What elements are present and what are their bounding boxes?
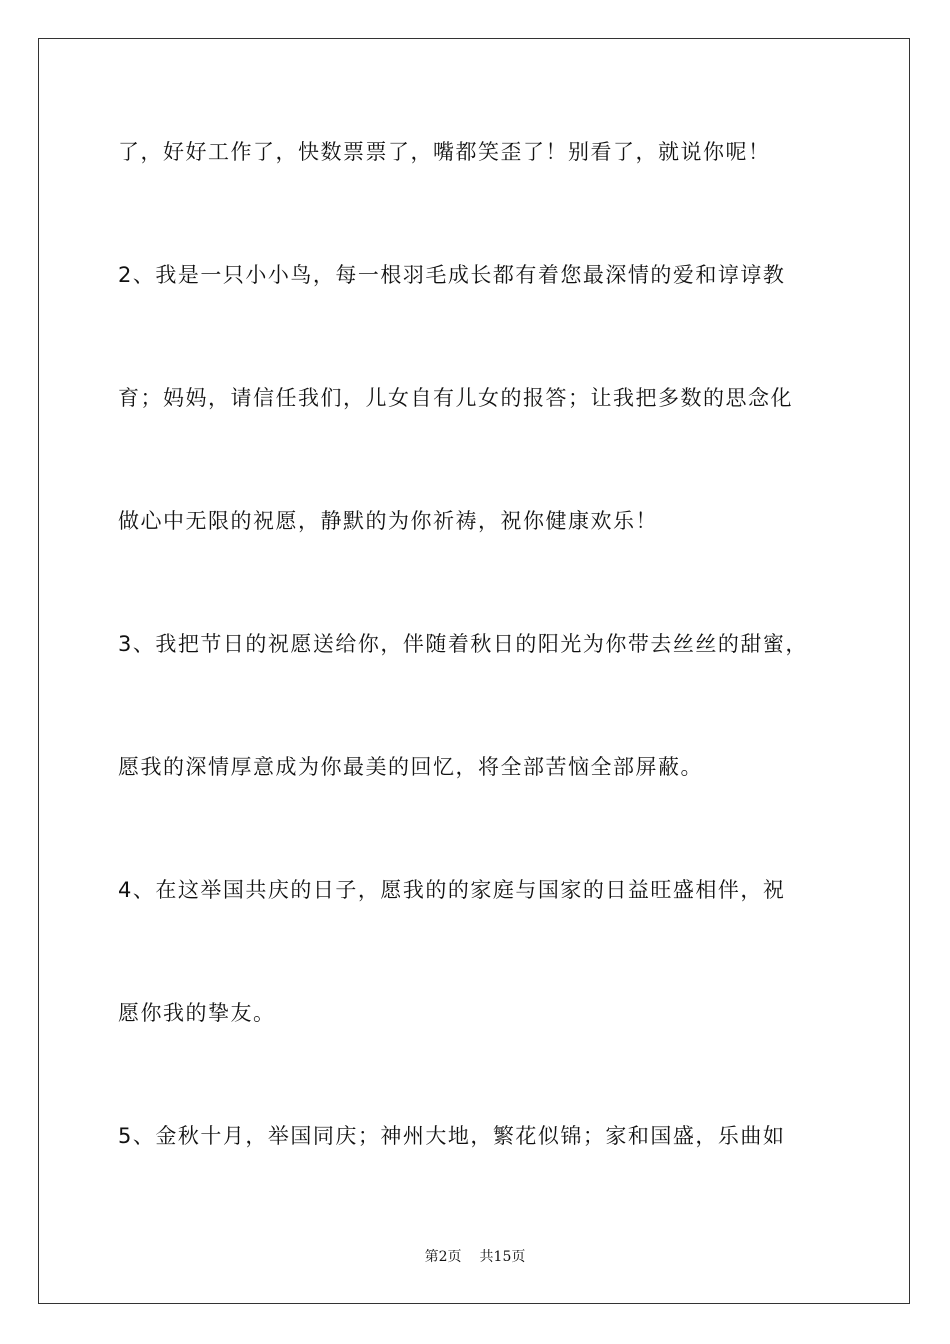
text-line: 愿我的深情厚意成为你最美的回忆，将全部苦恼全部屏蔽。	[118, 755, 703, 779]
page-number: 第2页	[424, 1249, 462, 1265]
page-total: 共15页	[479, 1249, 526, 1265]
page-border	[38, 38, 910, 1304]
text-line: 做心中无限的祝愿，静默的为你祈祷，祝你健康欢乐！	[118, 509, 658, 533]
text-line: 育；妈妈，请信任我们，儿女自有儿女的报答；让我把多数的思念化	[118, 386, 793, 410]
text-line: 3、我把节日的祝愿送给你，伴随着秋日的阳光为你带去丝丝的甜蜜，	[118, 632, 808, 656]
page-footer	[0, 1248, 950, 1266]
text-line: 5、金秋十月，举国同庆；神州大地，繁花似锦；家和国盛，乐曲如	[118, 1124, 786, 1148]
text-line: 愿你我的挚友。	[118, 1001, 276, 1025]
text-line: 了，好好工作了，快数票票了，嘴都笑歪了！别看了，就说你呢！	[118, 140, 771, 164]
text-line: 4、在这举国共庆的日子，愿我的的家庭与国家的日益旺盛相伴，祝	[118, 878, 786, 902]
text-line: 2、我是一只小小鸟，每一根羽毛成长都有着您最深情的爱和谆谆教	[118, 263, 786, 287]
